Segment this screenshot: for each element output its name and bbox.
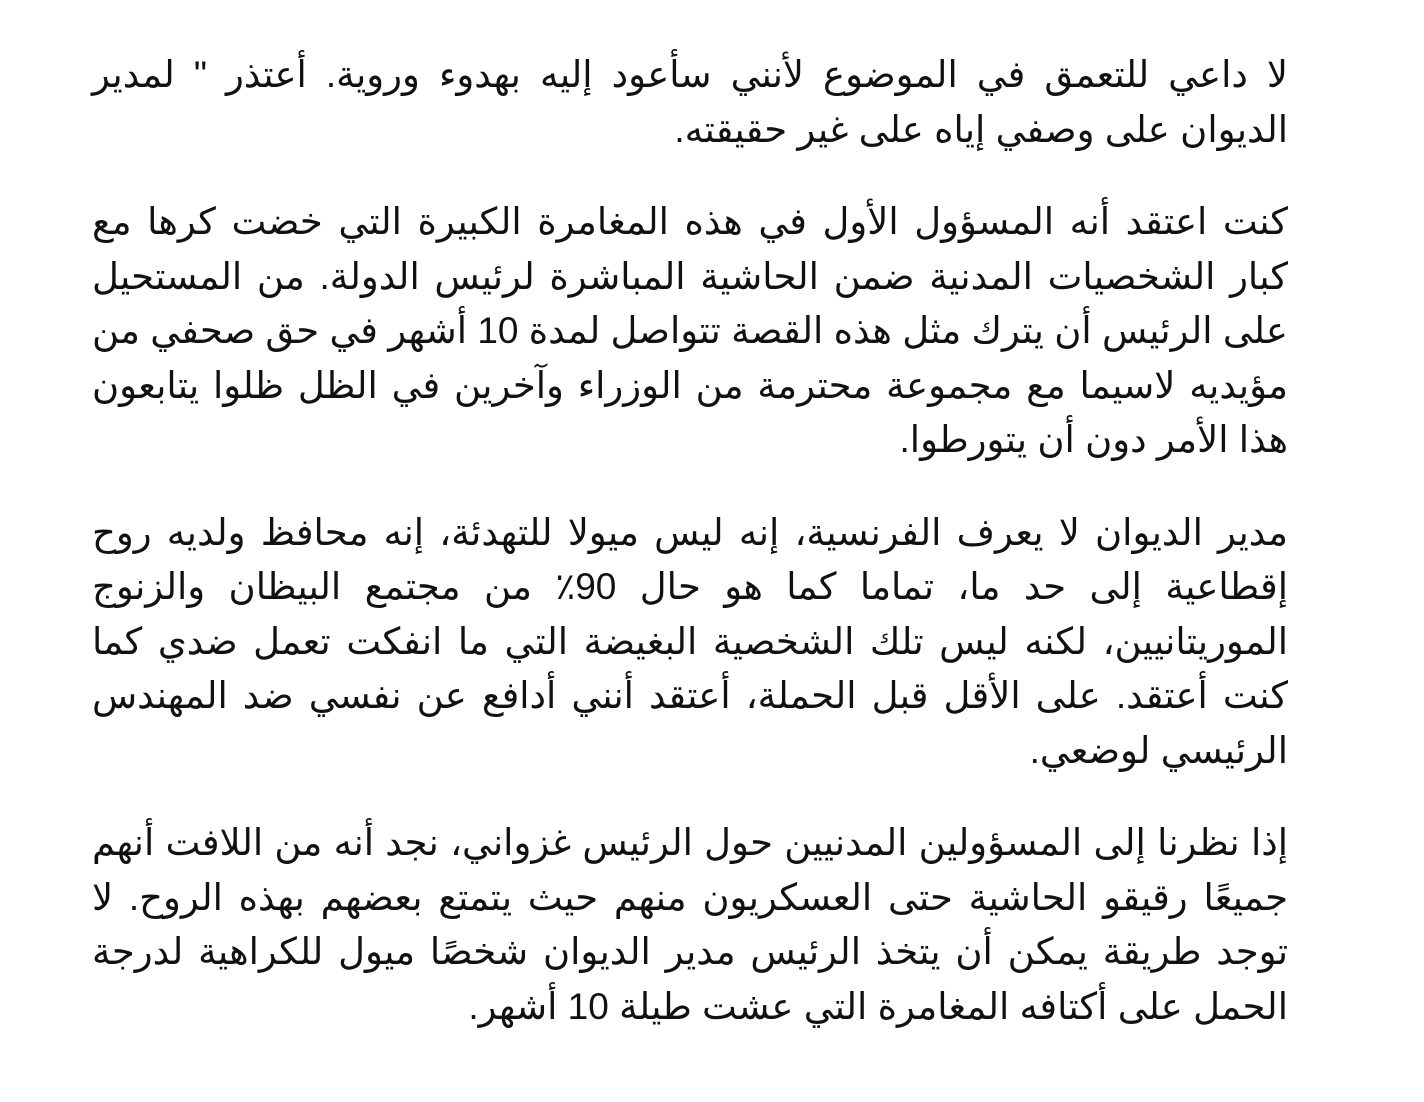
paragraph-2: كنت اعتقد أنه المسؤول الأول في هذه المغامرة الكبيرة التي خضت كرها مع كبار الشخصيات المدنية ضمن الحاشية المباشرة لرئيس الدولة. من المستحيل على الرئيس أن يترك مثل هذه القصة تتواصل لمدة 10 أشهر في حق صحفي من مؤيديه لاسيما مع مجموعة محترمة من الوزراء وآخرين في الظل ظلوا يتابعون هذا الأمر دون أن يتورطوا. <box>92 201 1288 460</box>
document-body <box>92 48 1288 1034</box>
paragraph-3: مدير الديوان لا يعرف الفرنسية، إنه ليس ميولا للتهدئة، إنه محافظ ولديه روح إقطاعية إلى حد ما، تماما كما هو حال 90٪ من مجتمع البيظان والزنوج الموريتانيين، لكنه ليس تلك الشخصية البغيضة التي ما انفكت تعمل ضدي كما كنت أعتقد. على الأقل قبل الحملة، أعتقد أنني أدافع عن نفسي ضد المهندس الرئيسي لوضعي. <box>92 511 1288 771</box>
paragraph-4: إذا نظرنا إلى المسؤولين المدنيين حول الرئيس غزواني، نجد أنه من اللافت أنهم جميعًا رقيقو الحاشية حتى العسكريون منهم حيث يتمتع بعضهم بهذه الروح. لا توجد طريقة يمكن أن يتخذ الرئيس مدير الديوان شخصًا ميول للكراهية لدرجة الحمل على أكتافه المغامرة التي عشت طيلة 10 أشهر. <box>92 822 1288 1027</box>
paragraph-1: لا داعي للتعمق في الموضوع لأنني سأعود إليه بهدوء وروية. أعتذر " لمدير الديوان على وصفي إياه على غير حقيقته. <box>92 54 1288 150</box>
